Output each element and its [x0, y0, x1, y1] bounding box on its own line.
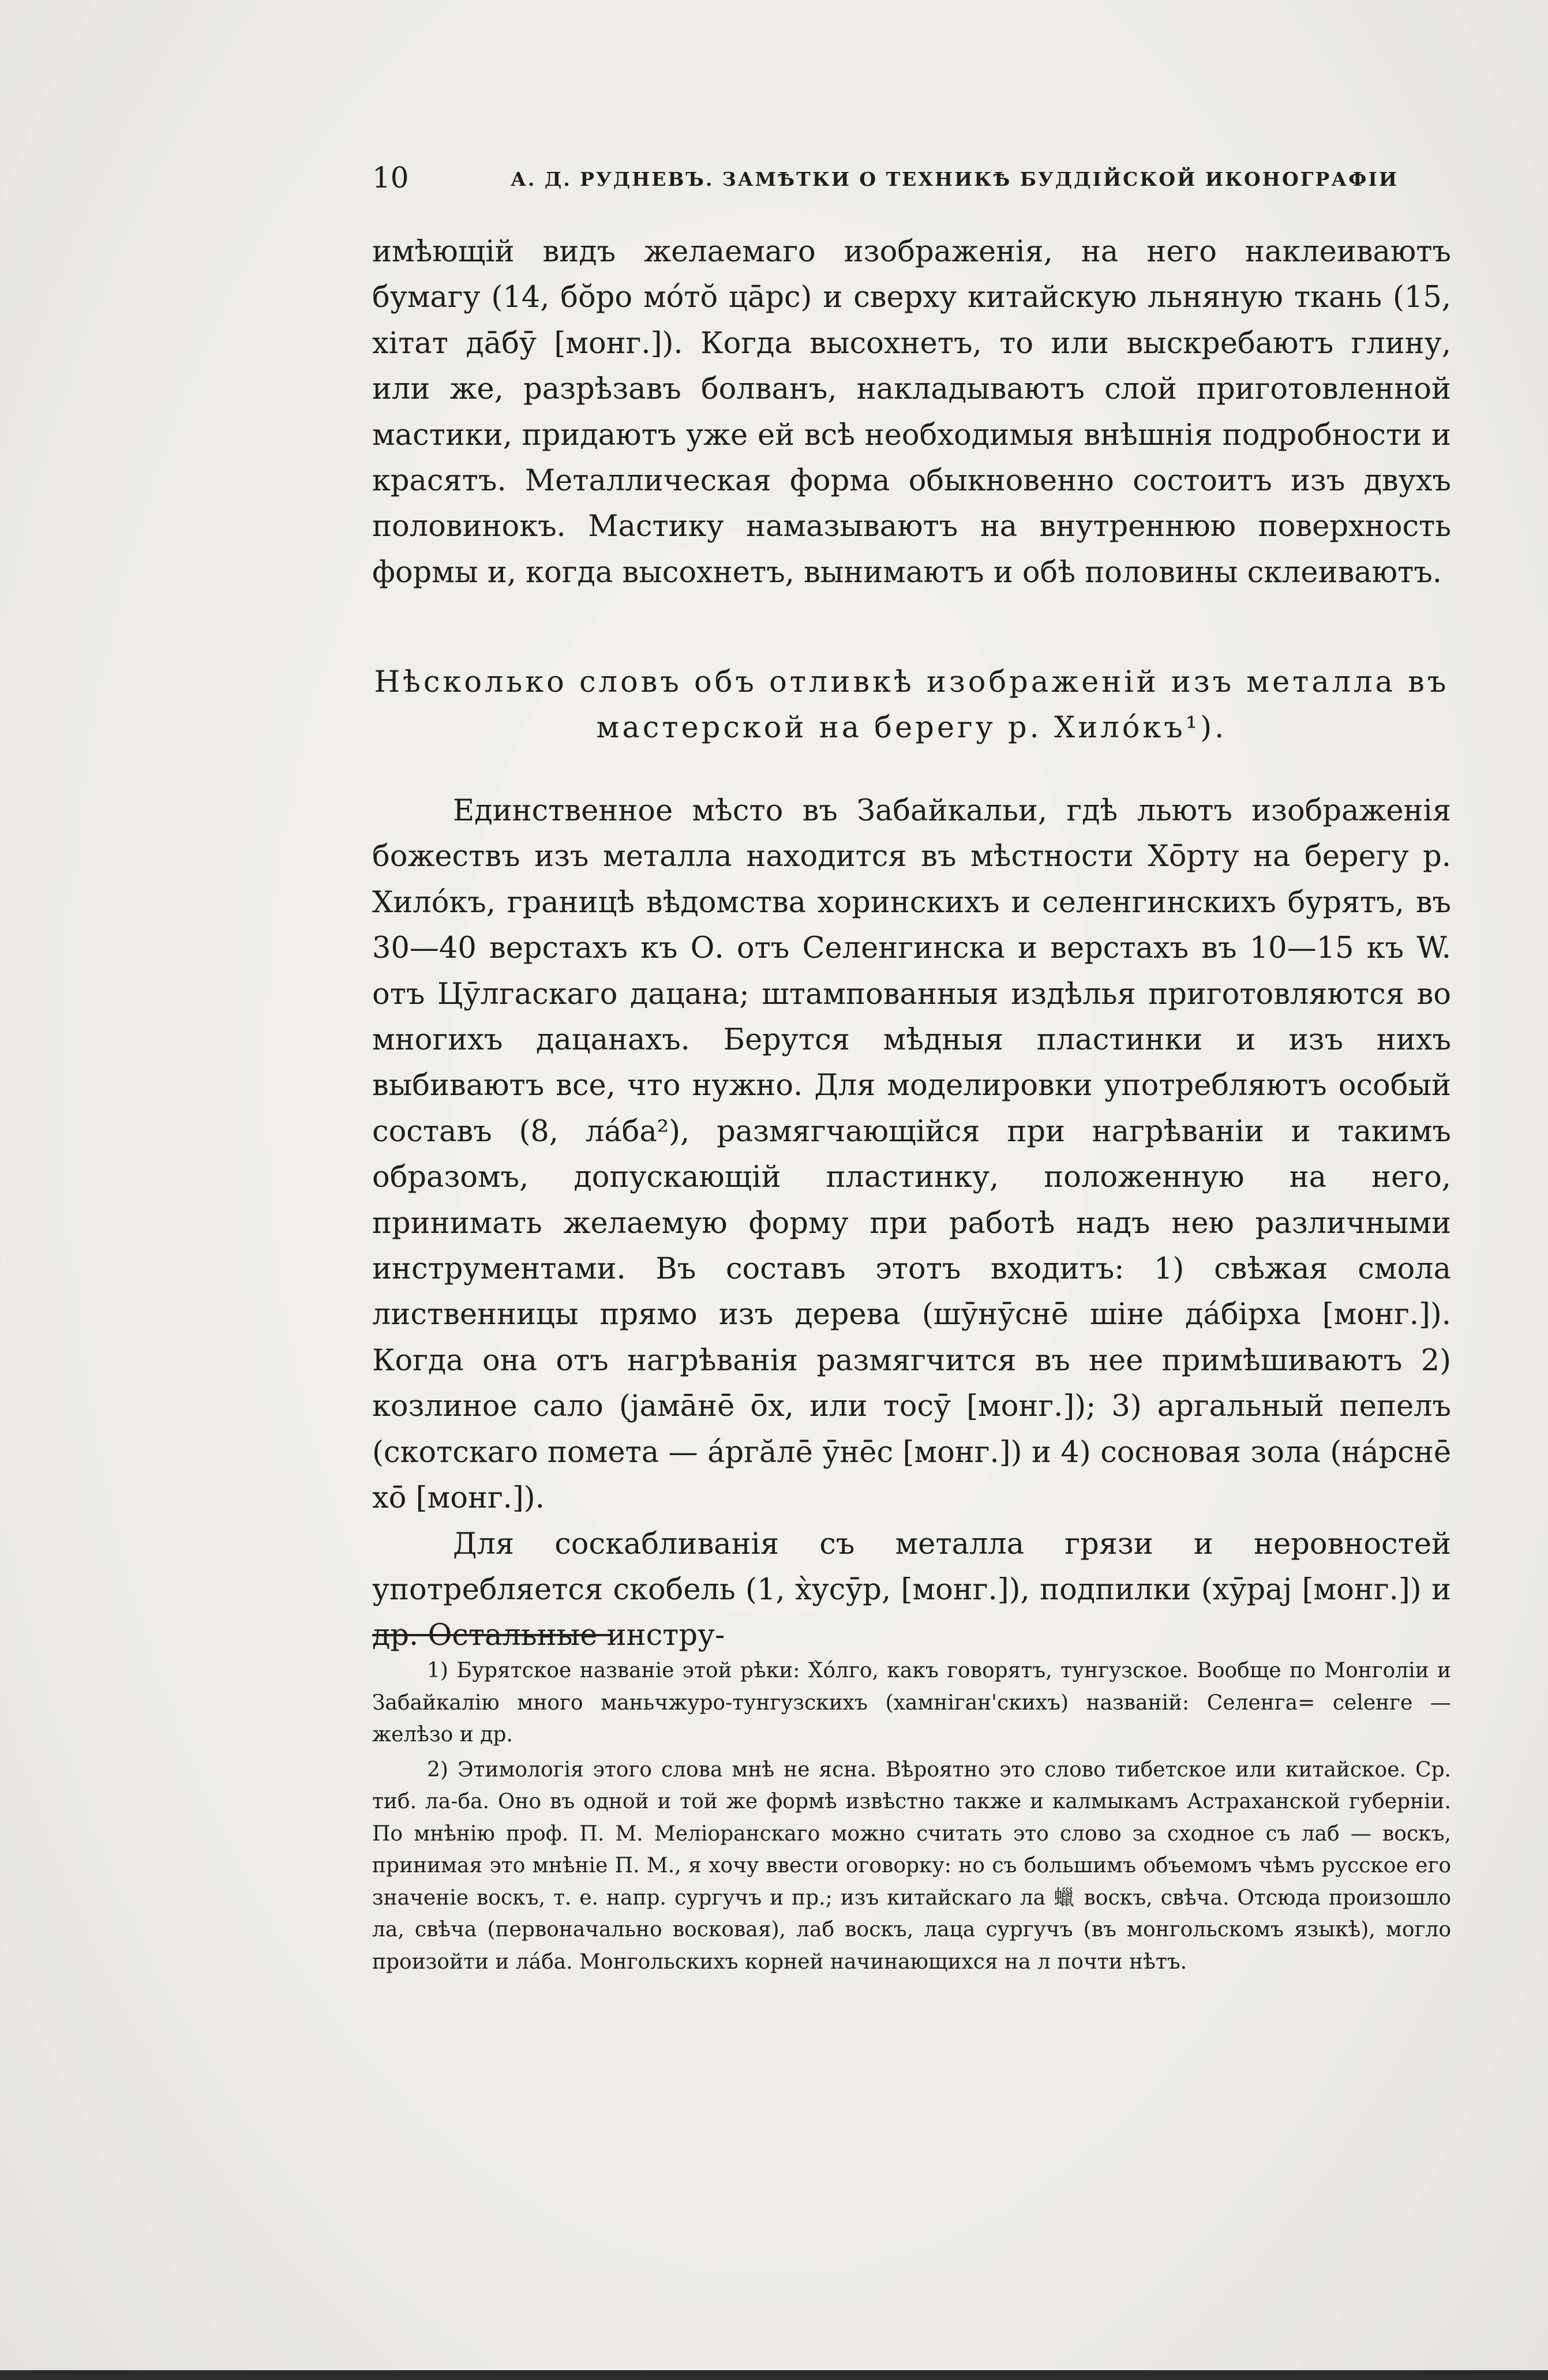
- body-text-top: [372, 229, 1451, 595]
- running-title: А. Д. РУДНЕВЪ. ЗАМѢТКИ О ТЕХНИКѢ БУДДІЙСКОЙ ИКОНОГРАФІИ: [511, 168, 1399, 190]
- body-text-main: [372, 788, 1451, 1659]
- paragraph-1: имѣющій видъ желаемаго изображенія, на него наклеиваютъ бумагу (14, бо̆ро мо́то̆ ца̄рс) и сверху китайскую льняную ткань (15, хітат да̄бӯ [монг.]). Когда высохнетъ, то или выскребаютъ глину, или же, разрѣзавъ болванъ, накладываютъ слой приготовленной мастики, придаютъ уже ей всѣ необходимыя внѣшнія подробности и красятъ. Металлическая форма обыкновенно состоитъ изъ двухъ половинокъ. Мастику намазываютъ на внутреннюю поверхность формы и, когда высохнетъ, вынимаютъ и обѣ половины склеиваютъ.: [372, 235, 1451, 590]
- footnote-divider: [372, 1634, 612, 1636]
- footnotes: [372, 1655, 1451, 1981]
- page-header: [372, 160, 1451, 195]
- section-title: Нѣсколько словъ объ отливкѣ изображеній изъ металла въ мастерской на берегу р. Хило́къ¹).: [374, 665, 1449, 745]
- footnote-1: 1) Бурятское названіе этой рѣки: Х̀о́лго, какъ говорятъ, тунгузское. Вообще по Монголіи и Забайкалію много маньчжуро-тунгузскихъ (хамніган'скихъ) названій: Селенга= сеlенге — желѣзо и др.: [372, 1659, 1451, 1746]
- paragraph-2: Единственное мѣсто въ Забайкальи, гдѣ льютъ изображенія божествъ изъ металла находится въ мѣстности Хо̄рту на берегу р. Хило́къ, границѣ вѣдомства хоринскихъ и селенгинскихъ бурятъ, въ 30—40 верстахъ къ О. отъ Селенгинска и верстахъ въ 10—15 къ W. отъ Цӯлгаскаго дацана; штампованныя издѣлья приготовляются во многихъ дацанахъ. Берутся мѣдныя пластинки и изъ нихъ выбиваютъ все, что нужно. Для моделировки употребляютъ особый составъ (8, ла́ба²), размягчающійся при нагрѣваніи и такимъ образомъ, допускающій пластинку, положенную на него, принимать желаемую форму при работѣ надъ нею различными инструментами. Въ составъ этотъ входитъ: 1) свѣжая смола лиственницы прямо изъ дерева (шӯнӯснē шіне да́бірха [монг.]). Когда она отъ нагрѣванія размягчится въ нее примѣшиваютъ 2) козлиное сало (јама̄нē о̄х, или тосӯ [монг.]); 3) аргальный пепелъ (скотскаго помета — а́ргӑлē ӯнēс [монг.]) и 4) сосновая зола (на́рснē хо̄ [монг.]).: [372, 794, 1451, 1516]
- scan-bottom-edge: [0, 2370, 1548, 2380]
- page-number: 10: [372, 161, 409, 194]
- paragraph-3: Для соскабливанія съ металла грязи и неровностей употребляется скобель (1, х̀усӯр, [монг.]), подпилки (хӯрај [монг.]) и др. Остальные инстру-: [372, 1527, 1451, 1653]
- footnote-2: 2) Этимологія этого слова мнѣ не ясна. Вѣроятно это слово тибетское или китайское. Ср. тиб. ла-ба. Оно въ одной и той же формѣ извѣстно также и калмыкамъ Астраханской губерніи. По мнѣнію проф. П. М. Меліоранскаго можно считать это слово за сходное съ лаб — воскъ, принимая это мнѣніе П. М., я хочу ввести оговорку: но съ большимъ объемомъ чѣмъ русское его значеніе воскъ, т. е. напр. сургучъ и пр.; изъ китайскаго ла 蠟 воскъ, свѣча. Отсюда произошло ла, свѣча (первоначально восковая), лаб воскъ, лаца сургучъ (въ монгольскомъ языкѣ), могло произойти и ла́ба. Монгольскихъ корней начинающихся на л почти нѣтъ.: [372, 1757, 1451, 1974]
